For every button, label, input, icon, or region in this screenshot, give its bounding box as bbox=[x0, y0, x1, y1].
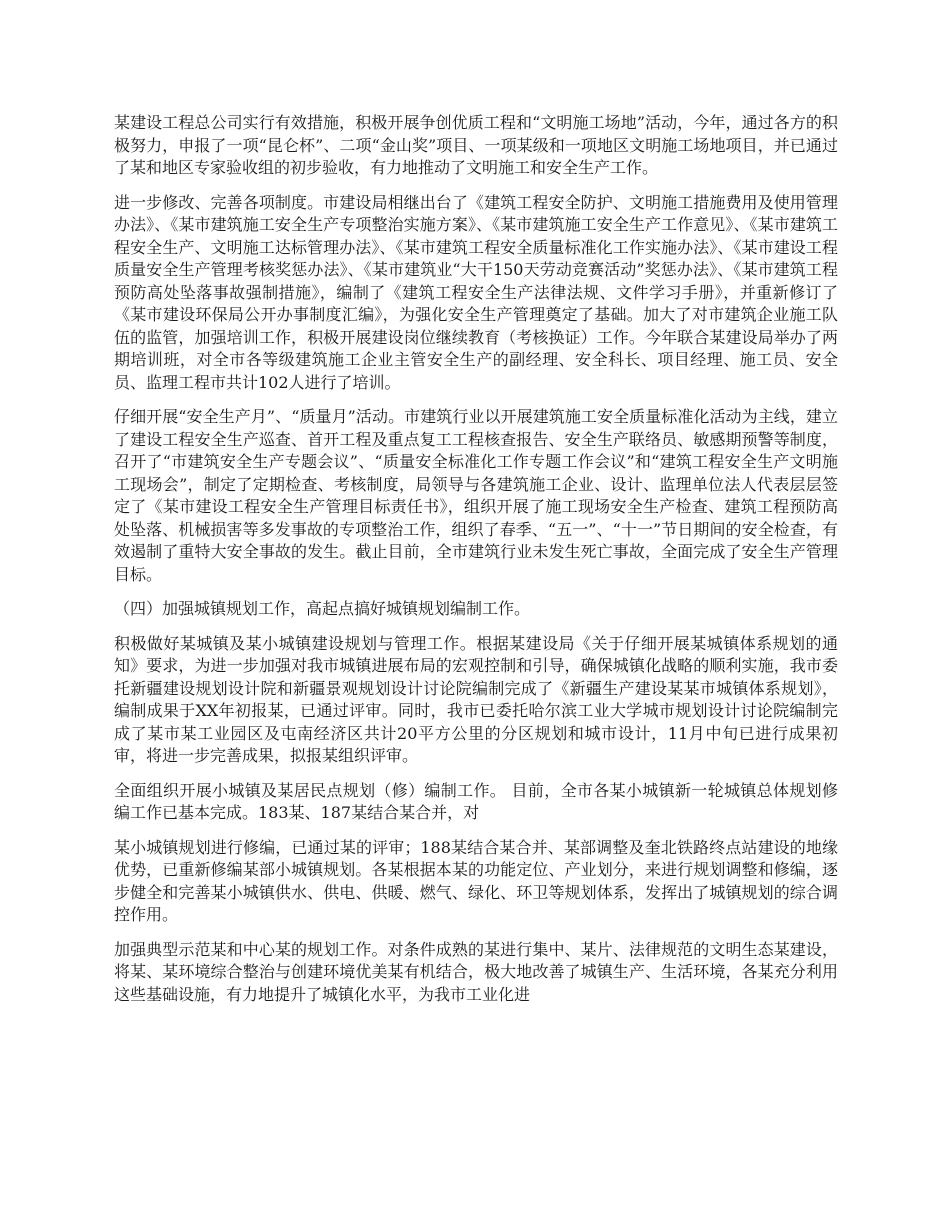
paragraph-small-town-revision: 某小城镇规划进行修编，已通过某的评审；188某结合某合并、某部调整及奎北铁路终点站建设的地缘优势，已重新修编某部小城镇规划。各某根据本某的功能定位、产业划分，来进行规划调整和修编，逐步健全和完善某小城镇供水、供电、供暖、燃气、绿化、环卫等规划体系，发挥出了城镇规划的综合调控作用。 bbox=[114, 837, 838, 924]
section-heading-urban-planning: （四）加强城镇规划工作，高起点搞好城镇规划编制工作。 bbox=[114, 599, 531, 618]
paragraph-improve-regulations: 进一步修改、完善各项制度。市建设局相继出台了《建筑工程安全防护、文明施工措施费用及使用管理办法》、《某市建筑施工安全生产专项整治实施方案》、《某市建筑施工安全生产工作意见》、《某市建筑工程安全生产、文明施工达标管理办法》、《某市建筑工程安全质量标准化工作实施办法》、《某市建设工程质量安全生产管理考核奖惩办法》、《某市建筑业“大干150天劳动竞赛活动”奖惩办法》、《某市建筑工程预防高处坠落事故强制措施》，编制了《建筑工程安全生产法律法规、文件学习手册》，并重新修订了《某市建设环保局公开办事制度汇编》，为强化安全生产管理奠定了基础。加大了对市建筑企业施工队伍的监管，加强培训工作，积极开展建设岗位继续教育（考核换证）工作。今年联合某建设局举办了两期培训班，对全市各等级建筑施工企业主管安全生产的副经理、安全科长、项目经理、施工员、安全员、监理工程市共计102人进行了培训。 bbox=[114, 192, 838, 392]
paragraph-demonstration-planning: 加强典型示范某和中心某的规划工作。对条件成熟的某进行集中、某片、法律规范的文明生态某建设，将某、某环境综合整治与创建环境优美某有机结合，极大地改善了城镇生产、生活环境，各某充分利用这些基础设施，有力地提升了城镇化水平，为我市工业化进 bbox=[114, 939, 838, 1004]
document-body bbox=[114, 112, 838, 1018]
paragraph-town-system-planning: 积极做好某城镇及某小城镇建设规划与管理工作。根据某建设局《关于仔细开展某城镇体系规划的通知》要求，为进一步加强对我市城镇进展布局的宏观控制和引导，确保城镇化战略的顺利实施，我市委托新疆建设规划设计院和新疆景观规划设计讨论院编制完成了《新疆生产建设某某市城镇体系规划》，编制成果于XX年初报某，已通过评审。同时，我市已委托哈尔滨工业大学城市规划设计讨论院编制完成了某市某工业园区及屯南经济区共计20平方公里的分区规划和城市设计，11月中旬已进行成果初审，将进一步完善成果，拟报某组织评审。 bbox=[114, 633, 838, 765]
paragraph-safety-month: 仔细开展“安全生产月”、“质量月”活动。市建筑行业以开展建筑施工安全质量标准化活动为主线，建立了建设工程安全生产巡查、首开工程及重点复工工程核查报告、安全生产联络员、敏感期预警等制度，召开了“市建筑安全生产专题会议”、“质量安全标准化工作专题工作会议”和“建筑工程安全生产文明施工现场会”，制定了定期检查、考核制度，局领导与各建筑施工企业、设计、监理单位法人代表层层签定了《某市建设工程安全生产管理目标责任书》，组织开展了施工现场安全生产检查、建筑工程预防高处坠落、机械损害等多发事故的专项整治工作，组织了春季、“五一”、“十一”节日期间的安全检查，有效遏制了重特大安全事故的发生。截止目前，全市建筑行业未发生死亡事故，全面完成了安全生产管理目标。 bbox=[114, 407, 838, 584]
paragraph-small-town-planning: 全面组织开展小城镇及某居民点规划（修）编制工作。 目前，全市各某小城镇新一轮城镇总体规划修编工作已基本完成。183某、187某结合某合并，对 bbox=[114, 780, 838, 822]
paragraph-civilized-construction: 某建设工程总公司实行有效措施，积极开展争创优质工程和“文明施工场地”活动，今年，通过各方的积极努力，申报了一项“昆仑杯”、二项“金山奖”项目、一项某级和一项地区文明施工场地项目，并已通过了某和地区专家验收组的初步验收，有力地推动了文明施工和安全生产工作。 bbox=[114, 113, 838, 177]
